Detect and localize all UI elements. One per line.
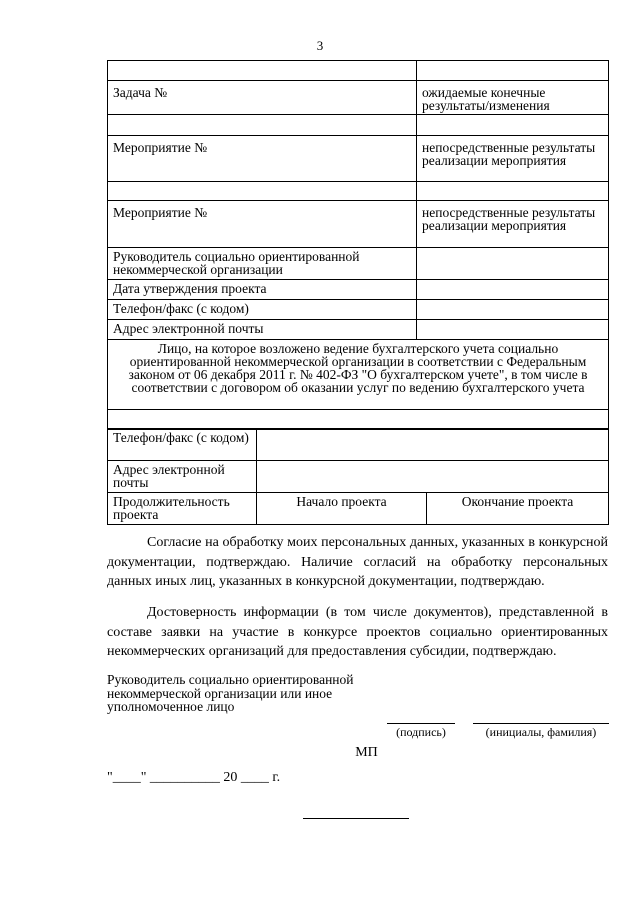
cell-empty [108, 410, 609, 430]
table-row [108, 300, 609, 320]
cell-left [108, 182, 417, 201]
director-value [417, 248, 609, 280]
consent-paragraph: Согласие на обработку моих персональных данных, указанных в конкурсной документации, подтверждаю. Наличие согласий на обработку персональных данных иных лиц, указанных в конкурсной документации, подтверждаю. [107, 535, 608, 589]
table-row [108, 182, 609, 201]
signatory-label: Руководитель социально ориентированной некоммерческой организации или иное уполномоченное лицо [107, 672, 354, 714]
signature-line [387, 723, 455, 724]
accountant-phone-value [257, 429, 609, 461]
table-row [108, 81, 609, 115]
activity-results: непосредственные результаты реализации мероприятия [417, 201, 609, 248]
cell-left [108, 115, 417, 136]
task-label: Задача № [108, 81, 417, 115]
accountant-contacts-table [107, 428, 609, 525]
cell-right [417, 115, 609, 136]
table-row [108, 115, 609, 136]
date-line: "____" __________ 20 ____ г. [107, 770, 281, 785]
table-row [108, 410, 609, 430]
footer-line [303, 818, 409, 819]
table-row [108, 340, 609, 410]
accountant-header: Лицо, на которое возложено ведение бухгалтерского учета социально ориентированной некоммерческой организации в соответствии с Федеральным законом от 06 декабря 2011 г. № 402-ФЗ "О бухгалтерском учете", в том числе в соответствии с договором об оказании услуг по ведению бухгалтерского учета [108, 340, 609, 410]
table-row [108, 61, 609, 81]
table-row [108, 461, 609, 493]
approval-date-label: Дата утверждения проекта [108, 280, 417, 300]
table-row [108, 248, 609, 280]
duration-label: Продолжительность проекта [108, 493, 257, 525]
activity-label: Мероприятие № [108, 201, 417, 248]
page-number: 3 [316, 38, 324, 53]
email-value [417, 320, 609, 340]
cell-right [417, 61, 609, 81]
cell-left [108, 61, 417, 81]
table-row [108, 201, 609, 248]
task-results: ожидаемые конечные результаты/изменения [417, 81, 609, 115]
reliability-paragraph: Достоверность информации (в том числе документов), представленной в составе заявки на участие в конкурсе проектов социально ориентированных некоммерческих организаций для предоставления субсидии, подтверждаю. [107, 605, 608, 659]
activity-results: непосредственные результаты реализации мероприятия [417, 136, 609, 182]
accountant-email-value [257, 461, 609, 493]
phone-value [417, 300, 609, 320]
approval-date-value [417, 280, 609, 300]
start-label: Начало проекта [257, 493, 427, 525]
activity-label: Мероприятие № [108, 136, 417, 182]
project-form-table [107, 60, 609, 430]
name-caption: (инициалы, фамилия) [485, 725, 597, 739]
accountant-email-label: Адрес электронной почты [108, 461, 257, 493]
phone-label: Телефон/факс (с кодом) [108, 300, 417, 320]
table-row [108, 136, 609, 182]
stamp-place: МП [355, 745, 378, 760]
table-row [108, 493, 609, 525]
end-label: Окончание проекта [427, 493, 609, 525]
table-row [108, 280, 609, 300]
director-label: Руководитель социально ориентированной некоммерческой организации [108, 248, 417, 280]
email-label: Адрес электронной почты [108, 320, 417, 340]
table-row [108, 429, 609, 461]
accountant-phone-label: Телефон/факс (с кодом) [108, 429, 257, 461]
name-line [473, 723, 609, 724]
signature-caption: (подпись) [396, 725, 446, 739]
cell-right [417, 182, 609, 201]
table-row [108, 320, 609, 340]
